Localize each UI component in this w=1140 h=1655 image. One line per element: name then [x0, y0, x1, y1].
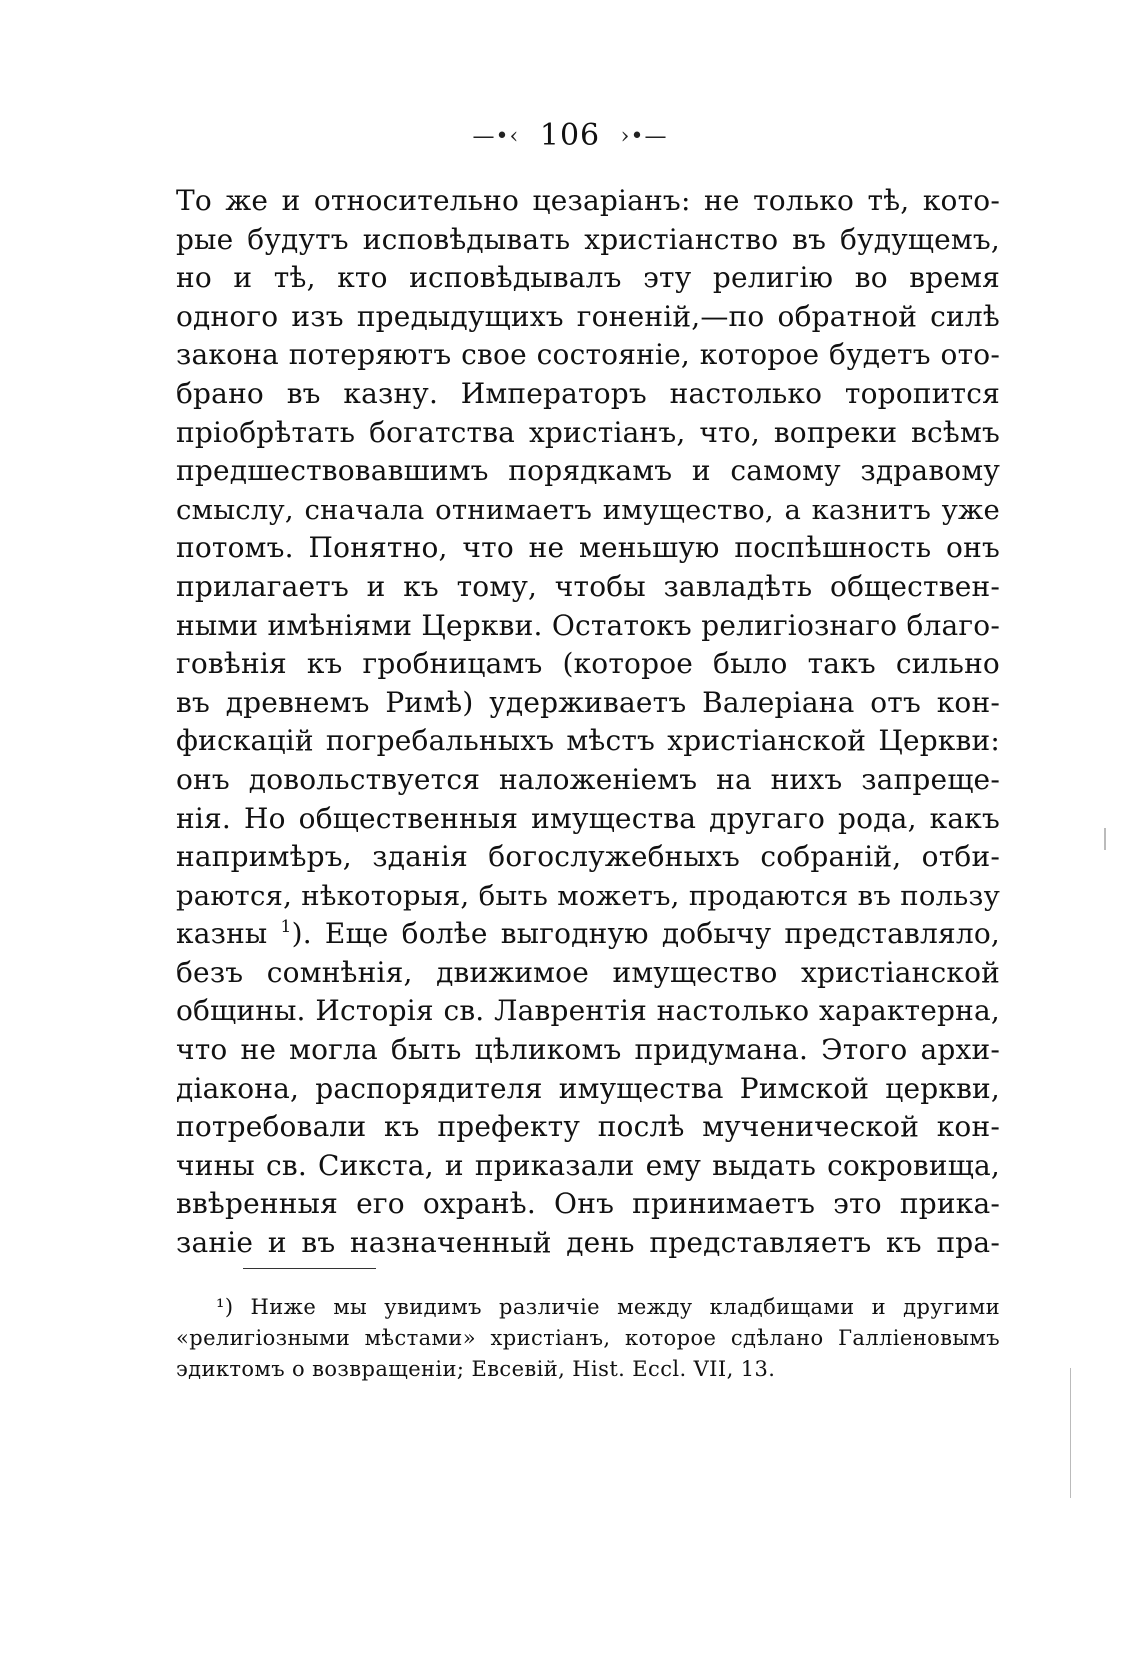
- footnote: [176, 1292, 1000, 1385]
- text-line: нія. Но общественныя имущества другаго рода, какъ: [176, 801, 1000, 835]
- text-line: раются, нѣкоторыя, быть можетъ, продаются въ пользу: [176, 879, 1000, 912]
- text-line: что не могла быть цѣликомъ придумана. Этого архи-: [176, 1033, 1000, 1067]
- text-line: онъ довольствуется наложеніемъ на нихъ запреще-: [176, 762, 1000, 796]
- text-line: одного изъ предыдущихъ гоненій,—по обратной силѣ: [176, 299, 1000, 333]
- header-ornament-left: —•‹: [472, 124, 520, 149]
- footnote-line: «религіозными мѣстами» христіанъ, которое сдѣлано Галліеновымъ: [176, 1326, 1000, 1350]
- footnote-line: эдиктомъ о возвращеніи; Евсевій, Hist. Eccl. VII, 13.: [176, 1357, 776, 1381]
- footnote-divider: [243, 1268, 376, 1269]
- text-line: ввѣренныя его охранѣ. Онъ принимаетъ это прика-: [176, 1187, 1000, 1221]
- footnote-line: [176, 1292, 1000, 1323]
- text-line: брано въ казну. Императоръ настолько торопится: [176, 376, 1000, 410]
- text-line: говѣнія къ гробницамъ (которое было такъ сильно: [176, 647, 1000, 681]
- text-line: пріобрѣтать богатства христіанъ, что, вопреки всѣмъ: [176, 415, 1000, 449]
- page-number: 106: [539, 118, 601, 153]
- text-line: напримѣръ, зданія богослужебныхъ собраній, отби-: [176, 840, 1000, 874]
- text-line: предшествовавшимъ порядкамъ и самому здравому: [176, 454, 1000, 488]
- main-text: [176, 182, 1000, 1263]
- header-ornament-right: ›•—: [620, 124, 668, 149]
- text-line: потребовали къ префекту послѣ мученической кон-: [176, 1110, 1000, 1144]
- text-line: прилагаетъ и къ тому, чтобы завладѣть обществен-: [176, 569, 1000, 603]
- text-line: То же и относительно цезаріанъ: не только тѣ, кото-: [176, 184, 1000, 217]
- text-line: чины св. Сикста, и приказали ему выдать сокровища,: [176, 1148, 1000, 1182]
- text-line: но и тѣ, кто исповѣдывалъ эту религію во время: [176, 261, 1000, 295]
- text-line: потомъ. Понятно, что не меньшую поспѣшность онъ: [176, 531, 1000, 565]
- text-line: діакона, распорядителя имущества Римской церкви,: [176, 1071, 1000, 1105]
- margin-speck: [1070, 1368, 1071, 1498]
- footnote-reference: 1: [280, 917, 292, 938]
- text-line-with-footnote: [176, 915, 1000, 954]
- footnote-marker: ¹): [216, 1295, 234, 1319]
- text-line: безъ сомнѣнія, движимое имущество христіанской: [176, 955, 1000, 989]
- footnote-text: Ниже мы увидимъ различіе между кладбищами и другими: [250, 1295, 1000, 1319]
- text-fragment: казны: [176, 917, 268, 951]
- text-fragment: ). Еще болѣе выгодную добычу представляло,: [291, 917, 1000, 951]
- text-line: въ древнемъ Римѣ) удерживаетъ Валеріана отъ кон-: [176, 685, 1000, 719]
- text-line: фискацій погребальныхъ мѣстъ христіанской Церкви:: [176, 724, 1000, 758]
- text-line: заніе и въ назначенный день представляетъ къ пра-: [176, 1226, 1000, 1260]
- text-line: смыслу, сначала отнимаетъ имущество, а казнитъ уже: [176, 493, 1000, 526]
- page-header: [0, 118, 1140, 155]
- text-line: рые будутъ исповѣдывать христіанство въ будущемъ,: [176, 222, 1000, 256]
- text-line: закона потеряютъ свое состояніе, которое будетъ ото-: [176, 338, 1000, 372]
- margin-speck: [1104, 828, 1106, 850]
- text-line: общины. Исторія св. Лаврентія настолько характерна,: [176, 994, 1000, 1028]
- text-line: ными имѣніями Церкви. Остатокъ религіознаго благо-: [176, 608, 1000, 642]
